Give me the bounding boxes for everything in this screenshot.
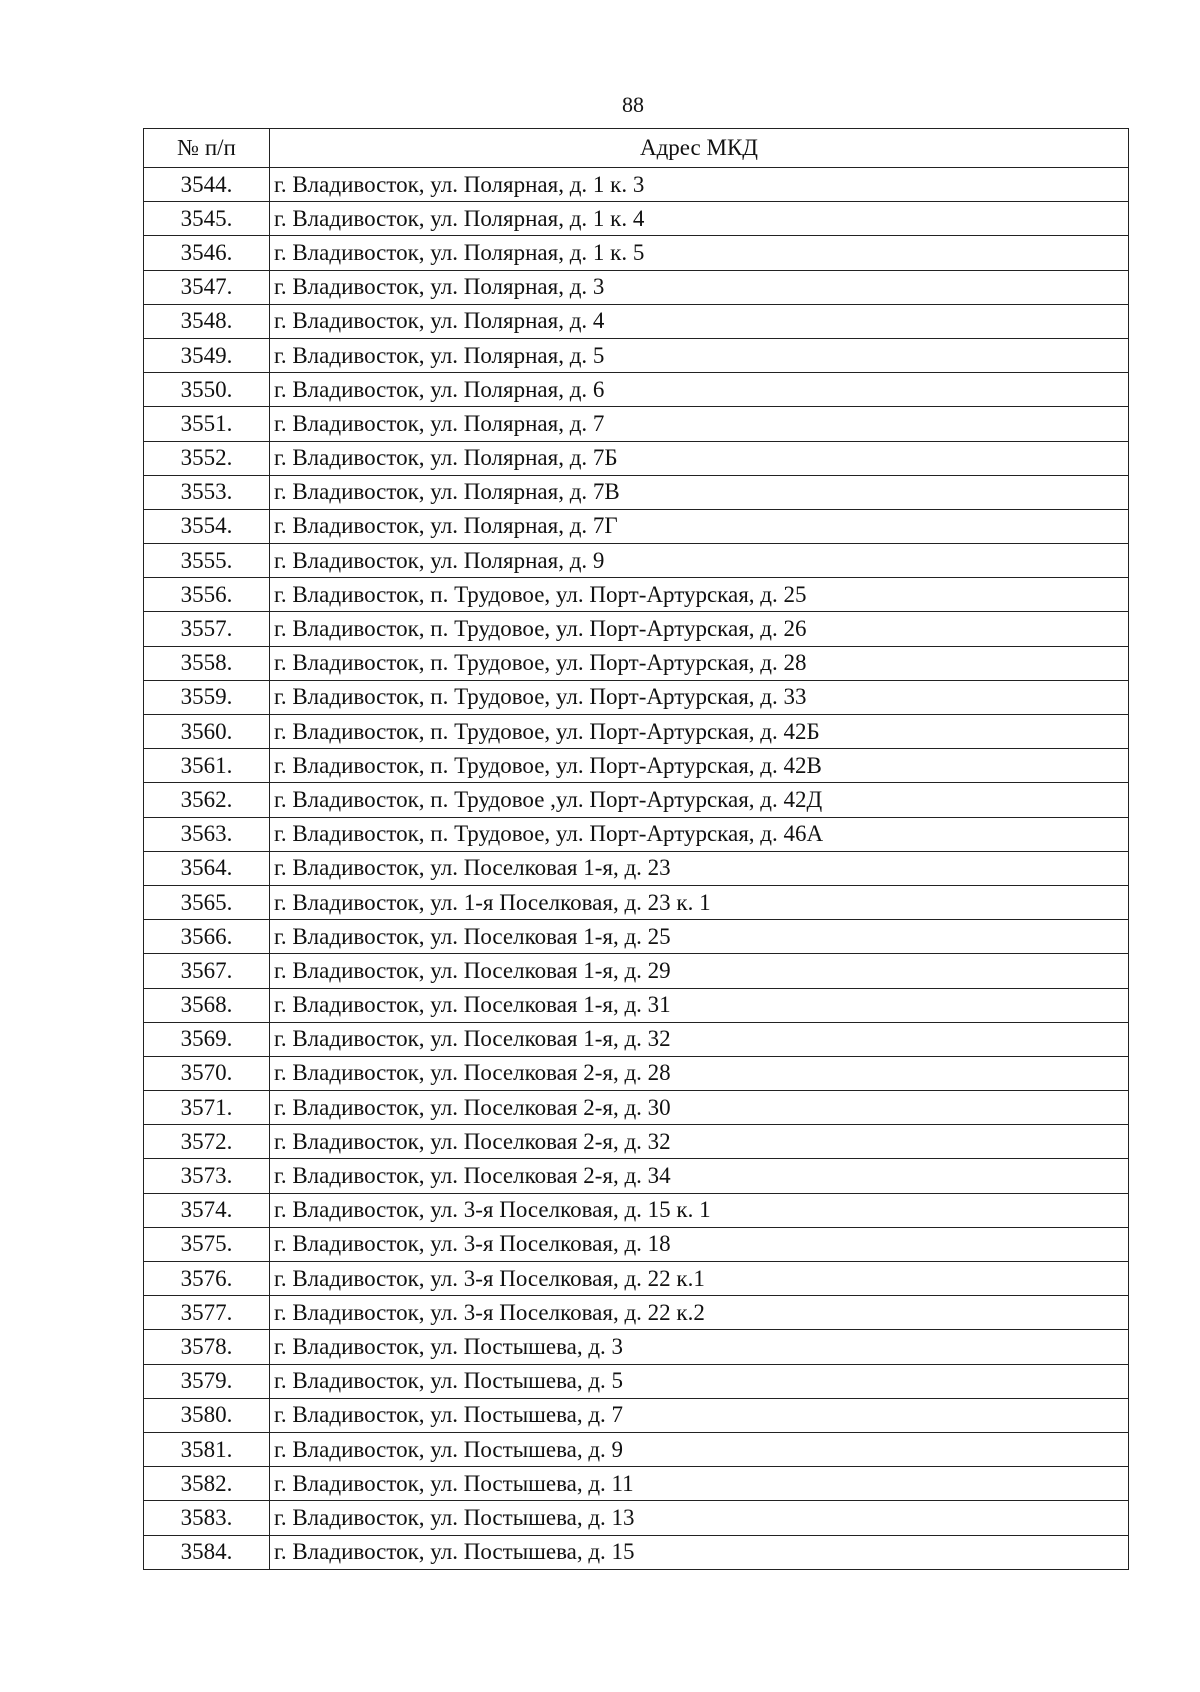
row-address: г. Владивосток, ул. Поселковая 2-я, д. 30 [270,1091,1129,1125]
row-number: 3574. [144,1193,270,1227]
row-address: г. Владивосток, п. Трудовое ,ул. Порт-Артурская, д. 42Д [270,783,1129,817]
row-address: г. Владивосток, ул. Полярная, д. 3 [270,270,1129,304]
row-number: 3554. [144,509,270,543]
row-number: 3570. [144,1056,270,1090]
table-row [144,680,1129,714]
row-address: г. Владивосток, ул. Поселковая 1-я, д. 31 [270,988,1129,1022]
table-row [144,1330,1129,1364]
row-address: г. Владивосток, ул. Поселковая 1-я, д. 25 [270,920,1129,954]
table-header [144,129,1129,168]
row-number: 3579. [144,1364,270,1398]
table-row [144,783,1129,817]
row-address: г. Владивосток, п. Трудовое, ул. Порт-Артурская, д. 26 [270,612,1129,646]
row-address: г. Владивосток, п. Трудовое, ул. Порт-Артурская, д. 33 [270,680,1129,714]
row-number: 3569. [144,1022,270,1056]
table-row [144,1022,1129,1056]
row-address: г. Владивосток, ул. Поселковая 2-я, д. 32 [270,1125,1129,1159]
table-row [144,407,1129,441]
row-number: 3573. [144,1159,270,1193]
row-number: 3549. [144,338,270,372]
row-address: г. Владивосток, п. Трудовое, ул. Порт-Артурская, д. 25 [270,578,1129,612]
table-row [144,168,1129,202]
table-row [144,1056,1129,1090]
row-number: 3545. [144,202,270,236]
row-number: 3580. [144,1398,270,1432]
table-row [144,270,1129,304]
column-header-address: Адрес МКД [270,129,1129,168]
row-address: г. Владивосток, п. Трудовое, ул. Порт-Артурская, д. 46А [270,817,1129,851]
row-address: г. Владивосток, ул. 3-я Поселковая, д. 22 к.2 [270,1296,1129,1330]
row-number: 3564. [144,851,270,885]
row-address: г. Владивосток, ул. Постышева, д. 3 [270,1330,1129,1364]
row-address: г. Владивосток, ул. Постышева, д. 13 [270,1501,1129,1535]
address-table [143,128,1129,1570]
row-number: 3565. [144,885,270,919]
row-number: 3578. [144,1330,270,1364]
row-number: 3561. [144,749,270,783]
table-row [144,1159,1129,1193]
table-row [144,749,1129,783]
table-row [144,1125,1129,1159]
row-address: г. Владивосток, ул. Полярная, д. 1 к. 4 [270,202,1129,236]
table-row [144,1262,1129,1296]
row-number: 3555. [144,544,270,578]
row-number: 3577. [144,1296,270,1330]
table-row [144,441,1129,475]
table-row [144,715,1129,749]
row-address: г. Владивосток, ул. Полярная, д. 5 [270,338,1129,372]
table-row [144,304,1129,338]
row-address: г. Владивосток, ул. Постышева, д. 15 [270,1535,1129,1569]
row-address: г. Владивосток, ул. Полярная, д. 6 [270,373,1129,407]
row-number: 3572. [144,1125,270,1159]
table-body [144,168,1129,1570]
row-address: г. Владивосток, ул. Полярная, д. 4 [270,304,1129,338]
table-row [144,373,1129,407]
table-row [144,612,1129,646]
header-row [144,129,1129,168]
table-row [144,1193,1129,1227]
row-number: 3553. [144,475,270,509]
table-row [144,1501,1129,1535]
table-row [144,1467,1129,1501]
row-number: 3552. [144,441,270,475]
row-number: 3582. [144,1467,270,1501]
row-address: г. Владивосток, ул. Полярная, д. 7Г [270,509,1129,543]
table-row [144,1227,1129,1261]
row-address: г. Владивосток, п. Трудовое, ул. Порт-Артурская, д. 28 [270,646,1129,680]
row-address: г. Владивосток, ул. Полярная, д. 7Б [270,441,1129,475]
table-row [144,338,1129,372]
row-number: 3584. [144,1535,270,1569]
row-number: 3548. [144,304,270,338]
row-number: 3557. [144,612,270,646]
table-row [144,544,1129,578]
table-row [144,1296,1129,1330]
row-number: 3567. [144,954,270,988]
table-row [144,1091,1129,1125]
row-number: 3546. [144,236,270,270]
row-number: 3581. [144,1432,270,1466]
row-address: г. Владивосток, ул. 3-я Поселковая, д. 18 [270,1227,1129,1261]
row-address: г. Владивосток, ул. Постышева, д. 5 [270,1364,1129,1398]
row-number: 3562. [144,783,270,817]
row-address: г. Владивосток, ул. Поселковая 1-я, д. 23 [270,851,1129,885]
row-number: 3576. [144,1262,270,1296]
row-address: г. Владивосток, ул. Полярная, д. 7 [270,407,1129,441]
table-row [144,1432,1129,1466]
table-row [144,1398,1129,1432]
table-row [144,646,1129,680]
row-number: 3560. [144,715,270,749]
row-number: 3566. [144,920,270,954]
row-address: г. Владивосток, п. Трудовое, ул. Порт-Артурская, д. 42В [270,749,1129,783]
row-address: г. Владивосток, ул. 1-я Поселковая, д. 23 к. 1 [270,885,1129,919]
table-row [144,578,1129,612]
row-address: г. Владивосток, ул. Полярная, д. 1 к. 5 [270,236,1129,270]
row-address: г. Владивосток, ул. Полярная, д. 1 к. 3 [270,168,1129,202]
row-number: 3556. [144,578,270,612]
table-row [144,885,1129,919]
row-number: 3544. [144,168,270,202]
row-number: 3563. [144,817,270,851]
row-number: 3551. [144,407,270,441]
row-address: г. Владивосток, ул. 3-я Поселковая, д. 22 к.1 [270,1262,1129,1296]
table-row [144,920,1129,954]
row-number: 3568. [144,988,270,1022]
row-address: г. Владивосток, ул. 3-я Поселковая, д. 15 к. 1 [270,1193,1129,1227]
row-number: 3558. [144,646,270,680]
table-row [144,954,1129,988]
table-row [144,1364,1129,1398]
row-address: г. Владивосток, ул. Полярная, д. 9 [270,544,1129,578]
row-address: г. Владивосток, ул. Поселковая 1-я, д. 32 [270,1022,1129,1056]
row-number: 3559. [144,680,270,714]
row-address: г. Владивосток, ул. Поселковая 2-я, д. 34 [270,1159,1129,1193]
row-address: г. Владивосток, ул. Постышева, д. 11 [270,1467,1129,1501]
row-number: 3575. [144,1227,270,1261]
row-address: г. Владивосток, ул. Полярная, д. 7В [270,475,1129,509]
table-row [144,1535,1129,1569]
row-number: 3583. [144,1501,270,1535]
row-address: г. Владивосток, ул. Поселковая 2-я, д. 28 [270,1056,1129,1090]
page-number: 88 [622,92,644,117]
table-row [144,509,1129,543]
row-address: г. Владивосток, п. Трудовое, ул. Порт-Артурская, д. 42Б [270,715,1129,749]
row-number: 3550. [144,373,270,407]
row-address: г. Владивосток, ул. Поселковая 1-я, д. 29 [270,954,1129,988]
row-address: г. Владивосток, ул. Постышева, д. 7 [270,1398,1129,1432]
table-row [144,817,1129,851]
table-row [144,475,1129,509]
column-header-number: № п/п [144,129,270,168]
row-number: 3547. [144,270,270,304]
table-row [144,236,1129,270]
row-address: г. Владивосток, ул. Постышева, д. 9 [270,1432,1129,1466]
table-row [144,202,1129,236]
table-row [144,851,1129,885]
row-number: 3571. [144,1091,270,1125]
table-row [144,988,1129,1022]
